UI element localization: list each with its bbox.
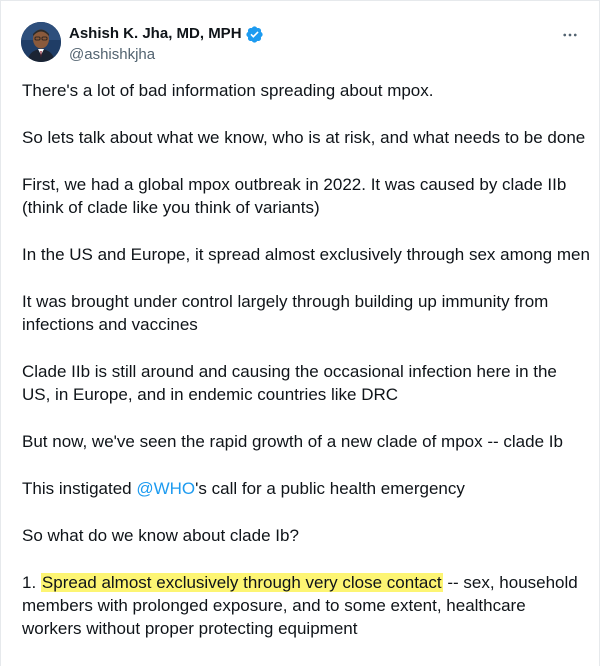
avatar[interactable] — [21, 22, 61, 62]
text-after-mention: 's call for a public health emergency — [195, 479, 465, 498]
paragraph-line — [22, 571, 590, 594]
avatar-image — [21, 22, 61, 62]
paragraph-line: But now, we've seen the rapid growth of a new clade of mpox -- clade Ib — [22, 432, 563, 451]
tweet-text — [22, 79, 590, 664]
paragraph-lets-talk — [22, 126, 590, 149]
paragraph-line: infections and vaccines — [22, 315, 198, 334]
name-row — [69, 23, 264, 45]
paragraph-line: US, in Europe, and in endemic countries like DRC — [22, 385, 399, 404]
paragraph-us-europe — [22, 243, 590, 266]
paragraph-what-we-know — [22, 524, 590, 547]
highlighted-text: Spread almost exclusively through very close contact — [41, 573, 442, 592]
paragraph-line: (think of clade like you think of variants) — [22, 198, 320, 217]
paragraph-point-1 — [22, 571, 590, 640]
author-block — [69, 23, 264, 65]
verified-badge-icon — [245, 25, 264, 44]
paragraph-line: Clade IIb is still around and causing the occasional infection here in the — [22, 362, 557, 381]
paragraph-who — [22, 477, 590, 500]
paragraph-line — [22, 477, 590, 500]
paragraph-line: So lets talk about what we know, who is at risk, and what needs to be done — [22, 128, 586, 147]
text-before-mention: This instigated — [22, 479, 137, 498]
paragraph-line: workers without proper protecting equipment — [22, 619, 358, 638]
display-name[interactable]: Ashish K. Jha, MD, MPH — [69, 25, 242, 42]
handle[interactable]: @ashishkjha — [69, 46, 156, 63]
paragraph-intro — [22, 79, 590, 102]
paragraph-2022-outbreak — [22, 173, 590, 219]
paragraph-clade-ib — [22, 430, 590, 453]
more-options-button[interactable] — [559, 25, 581, 45]
paragraph-line: In the US and Europe, it spread almost exclusively through sex among men — [22, 245, 590, 264]
paragraph-line: There's a lot of bad information spreading about mpox. — [22, 81, 434, 100]
paragraph-line: So what do we know about clade Ib? — [22, 526, 299, 545]
list-number: 1. — [22, 573, 41, 592]
paragraph-clade-iib — [22, 360, 590, 406]
mention-link-who[interactable]: @WHO — [136, 479, 196, 498]
more-horizontal-icon — [561, 26, 579, 44]
text-after-highlight: -- sex, household — [442, 573, 578, 592]
paragraph-brought-under-control — [22, 290, 590, 336]
paragraph-line: It was brought under control largely through building up immunity from — [22, 292, 549, 311]
paragraph-line: members with prolonged exposure, and to some extent, healthcare — [22, 596, 526, 615]
paragraph-line: First, we had a global mpox outbreak in 2022. It was caused by clade IIb — [22, 175, 567, 194]
